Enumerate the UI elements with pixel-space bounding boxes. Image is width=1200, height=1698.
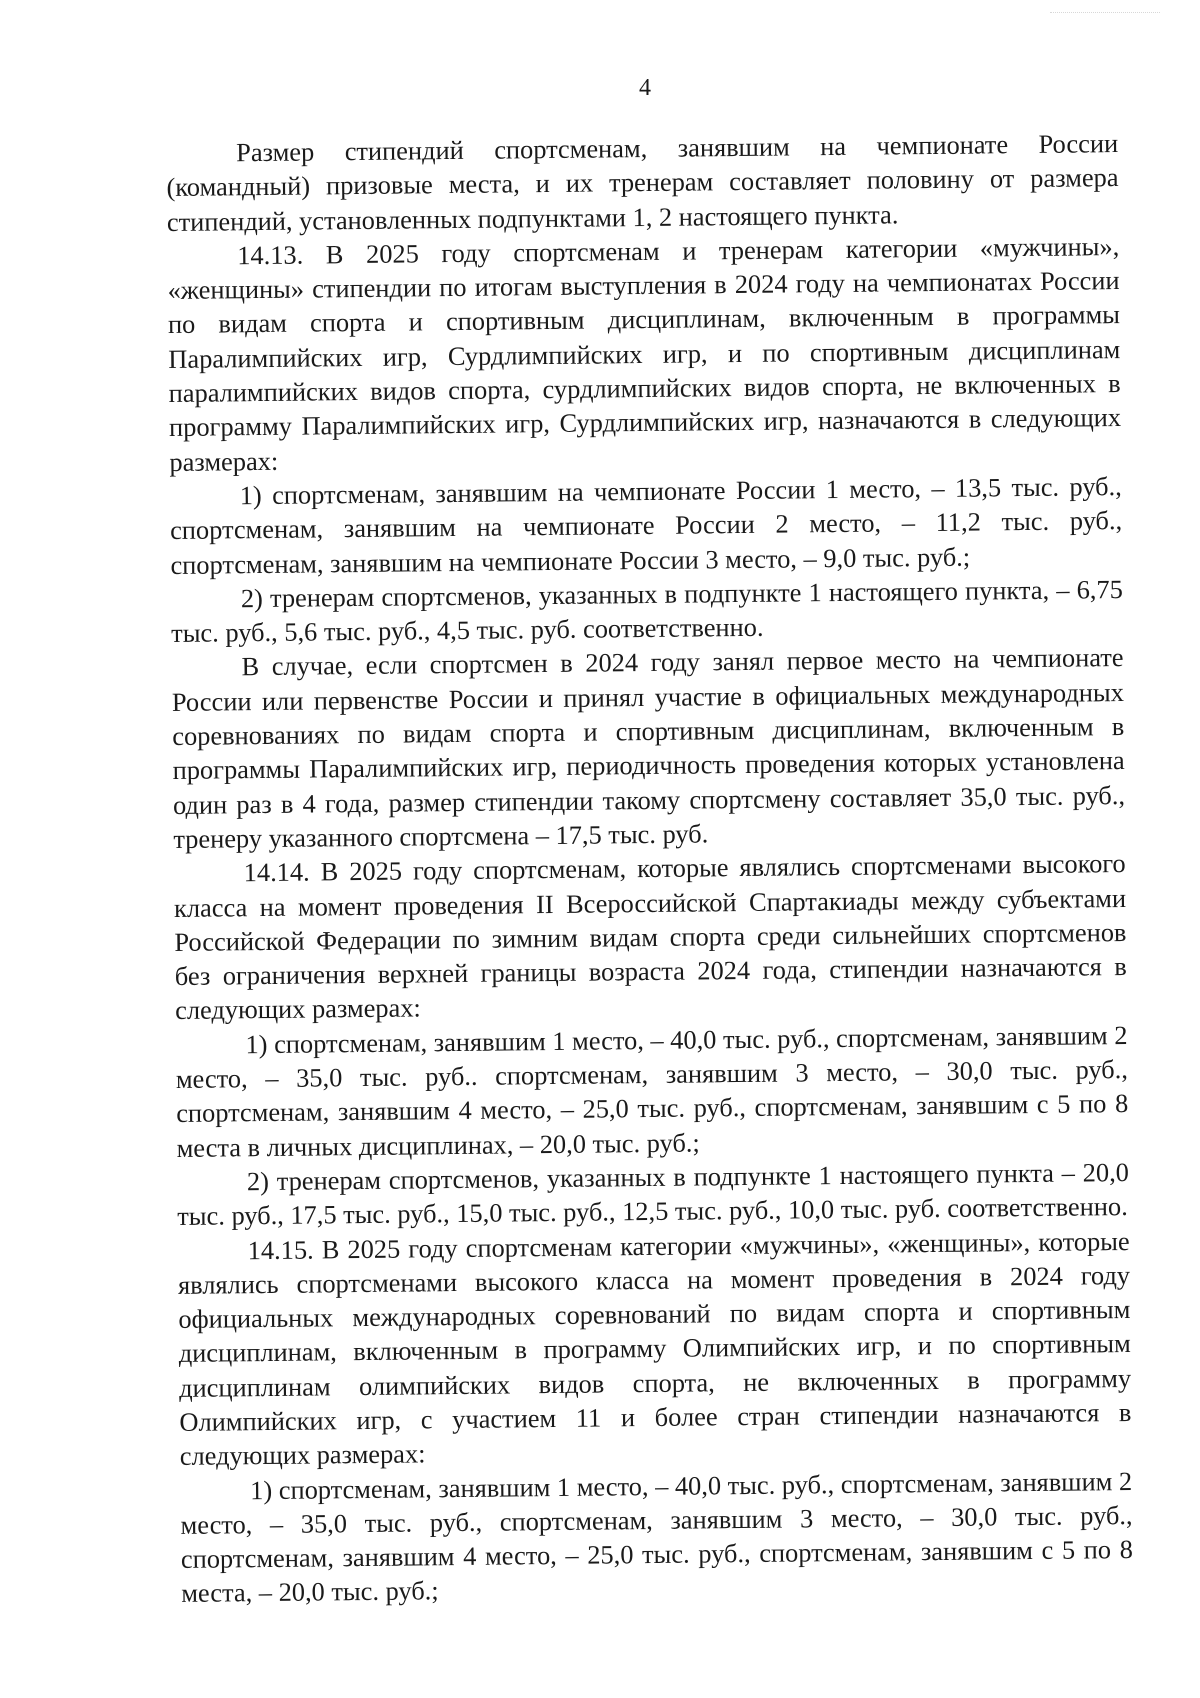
page-number: 4	[639, 75, 651, 101]
paragraph-14-13-item-1: 1) спортсменам, занявшим на чемпионате России 1 место, – 13,5 тыс. руб., спортсменам, занявшим на чемпионате России 2 место, – 11,2 тыс. руб., спортсменам, занявшим на чемпионате России 3 место, – 9,0 тыс. руб.;	[169, 470, 1123, 580]
paragraph-14-13-item-2: 2) тренерам спортсменов, указанных в подпункте 1 настоящего пункта, – 6,75 тыс. руб., 5,6 тыс. руб., 4,5 тыс. руб. соответственно.	[171, 573, 1123, 649]
paragraph-14-14: 14.14. В 2025 году спортсменам, которые являлись спортсменами высокого класса на момент проведения II Всероссийской Спартакиады между субъектами Российской Федерации по зимним видам спорта среди сильнейших спортсменов без ограничения верхней границы возраста 2024 года, стипендии назначаются в следующих размерах:	[173, 848, 1127, 1026]
paragraph-14-15-item-1: 1) спортсменам, занявшим 1 место, – 40,0 тыс. руб., спортсменам, занявшим 2 место, – 35,0 тыс. руб., спортсменам, занявшим 3 место, – 30,0 тыс. руб., спортсменам, занявшим 4 место, – 25,0 тыс. руб., спортсменам, занявшим с 5 по 8 места, – 20,0 тыс. руб.;	[180, 1465, 1134, 1609]
scan-artifact	[1050, 12, 1160, 16]
document-body	[166, 126, 1133, 1611]
paragraph-stipend-half: Размер стипендий спортсменам, занявшим на чемпионате России (командный) призовые места, и их тренерам составляет половину от размера стипендий, установленных подпунктами 1, 2 настоящего пункта.	[166, 128, 1119, 237]
paragraph-first-place-case: В случае, если спортсмен в 2024 году занял первое место на чемпионате России или первенстве России и принял участие в официальных международных соревнованиях по видам спорта и спортивным дисциплинам, включенным в программы Паралимпийских игр, периодичность проведения которых установлена один раз в 4 года, размер стипендии такому спортсмену составляет 35,0 тыс. руб., тренеру указанного спортсмена – 17,5 тыс. руб.	[171, 642, 1126, 854]
paragraph-14-15: 14.15. В 2025 году спортсменам категории «мужчины», «женщины», которые являлись спортсменами высокого класса на момент проведения в 2024 году официальных международных соревнований по видам спорта и спортивным дисциплинам, включенным в программу Олимпийских игр, и по спортивным дисциплинам олимпийских видов спорта, не включенных в программу Олимпийских игр, с участием 11 и более стран стипендии назначаются в следующих размерах:	[177, 1225, 1132, 1472]
paragraph-14-13: 14.13. В 2025 году спортсменам и тренерам категории «мужчины», «женщины» стипендии по итогам выступления в 2024 году на чемпионатах России по видам спорта и спортивным дисциплинам, включенным в программы Паралимпийских игр, Сурдлимпийских игр, и по спортивным дисциплинам паралимпийских видов спорта, сурдлимпийских видов спорта, не включенных в программу Паралимпийских игр, Сурдлимпийских игр, назначаются в следующих размерах:	[167, 230, 1122, 477]
paragraph-14-14-item-1: 1) спортсменам, занявшим 1 место, – 40,0 тыс. руб., спортсменам, занявшим 2 место, – 35,0 тыс. руб.. спортсменам, занявшим 3 место, – 30,0 тыс. руб., спортсменам, занявшим 4 место, – 25,0 тыс. руб., спортсменам, занявшим с 5 по 8 места в личных дисциплинах, – 20,0 тыс. руб.;	[175, 1019, 1129, 1163]
paragraph-14-14-item-2: 2) тренерам спортсменов, указанных в подпункте 1 настоящего пункта – 20,0 тыс. руб., 17,5 тыс. руб., 15,0 тыс. руб., 12,5 тыс. руб., 10,0 тыс. руб. соответственно.	[177, 1156, 1130, 1232]
